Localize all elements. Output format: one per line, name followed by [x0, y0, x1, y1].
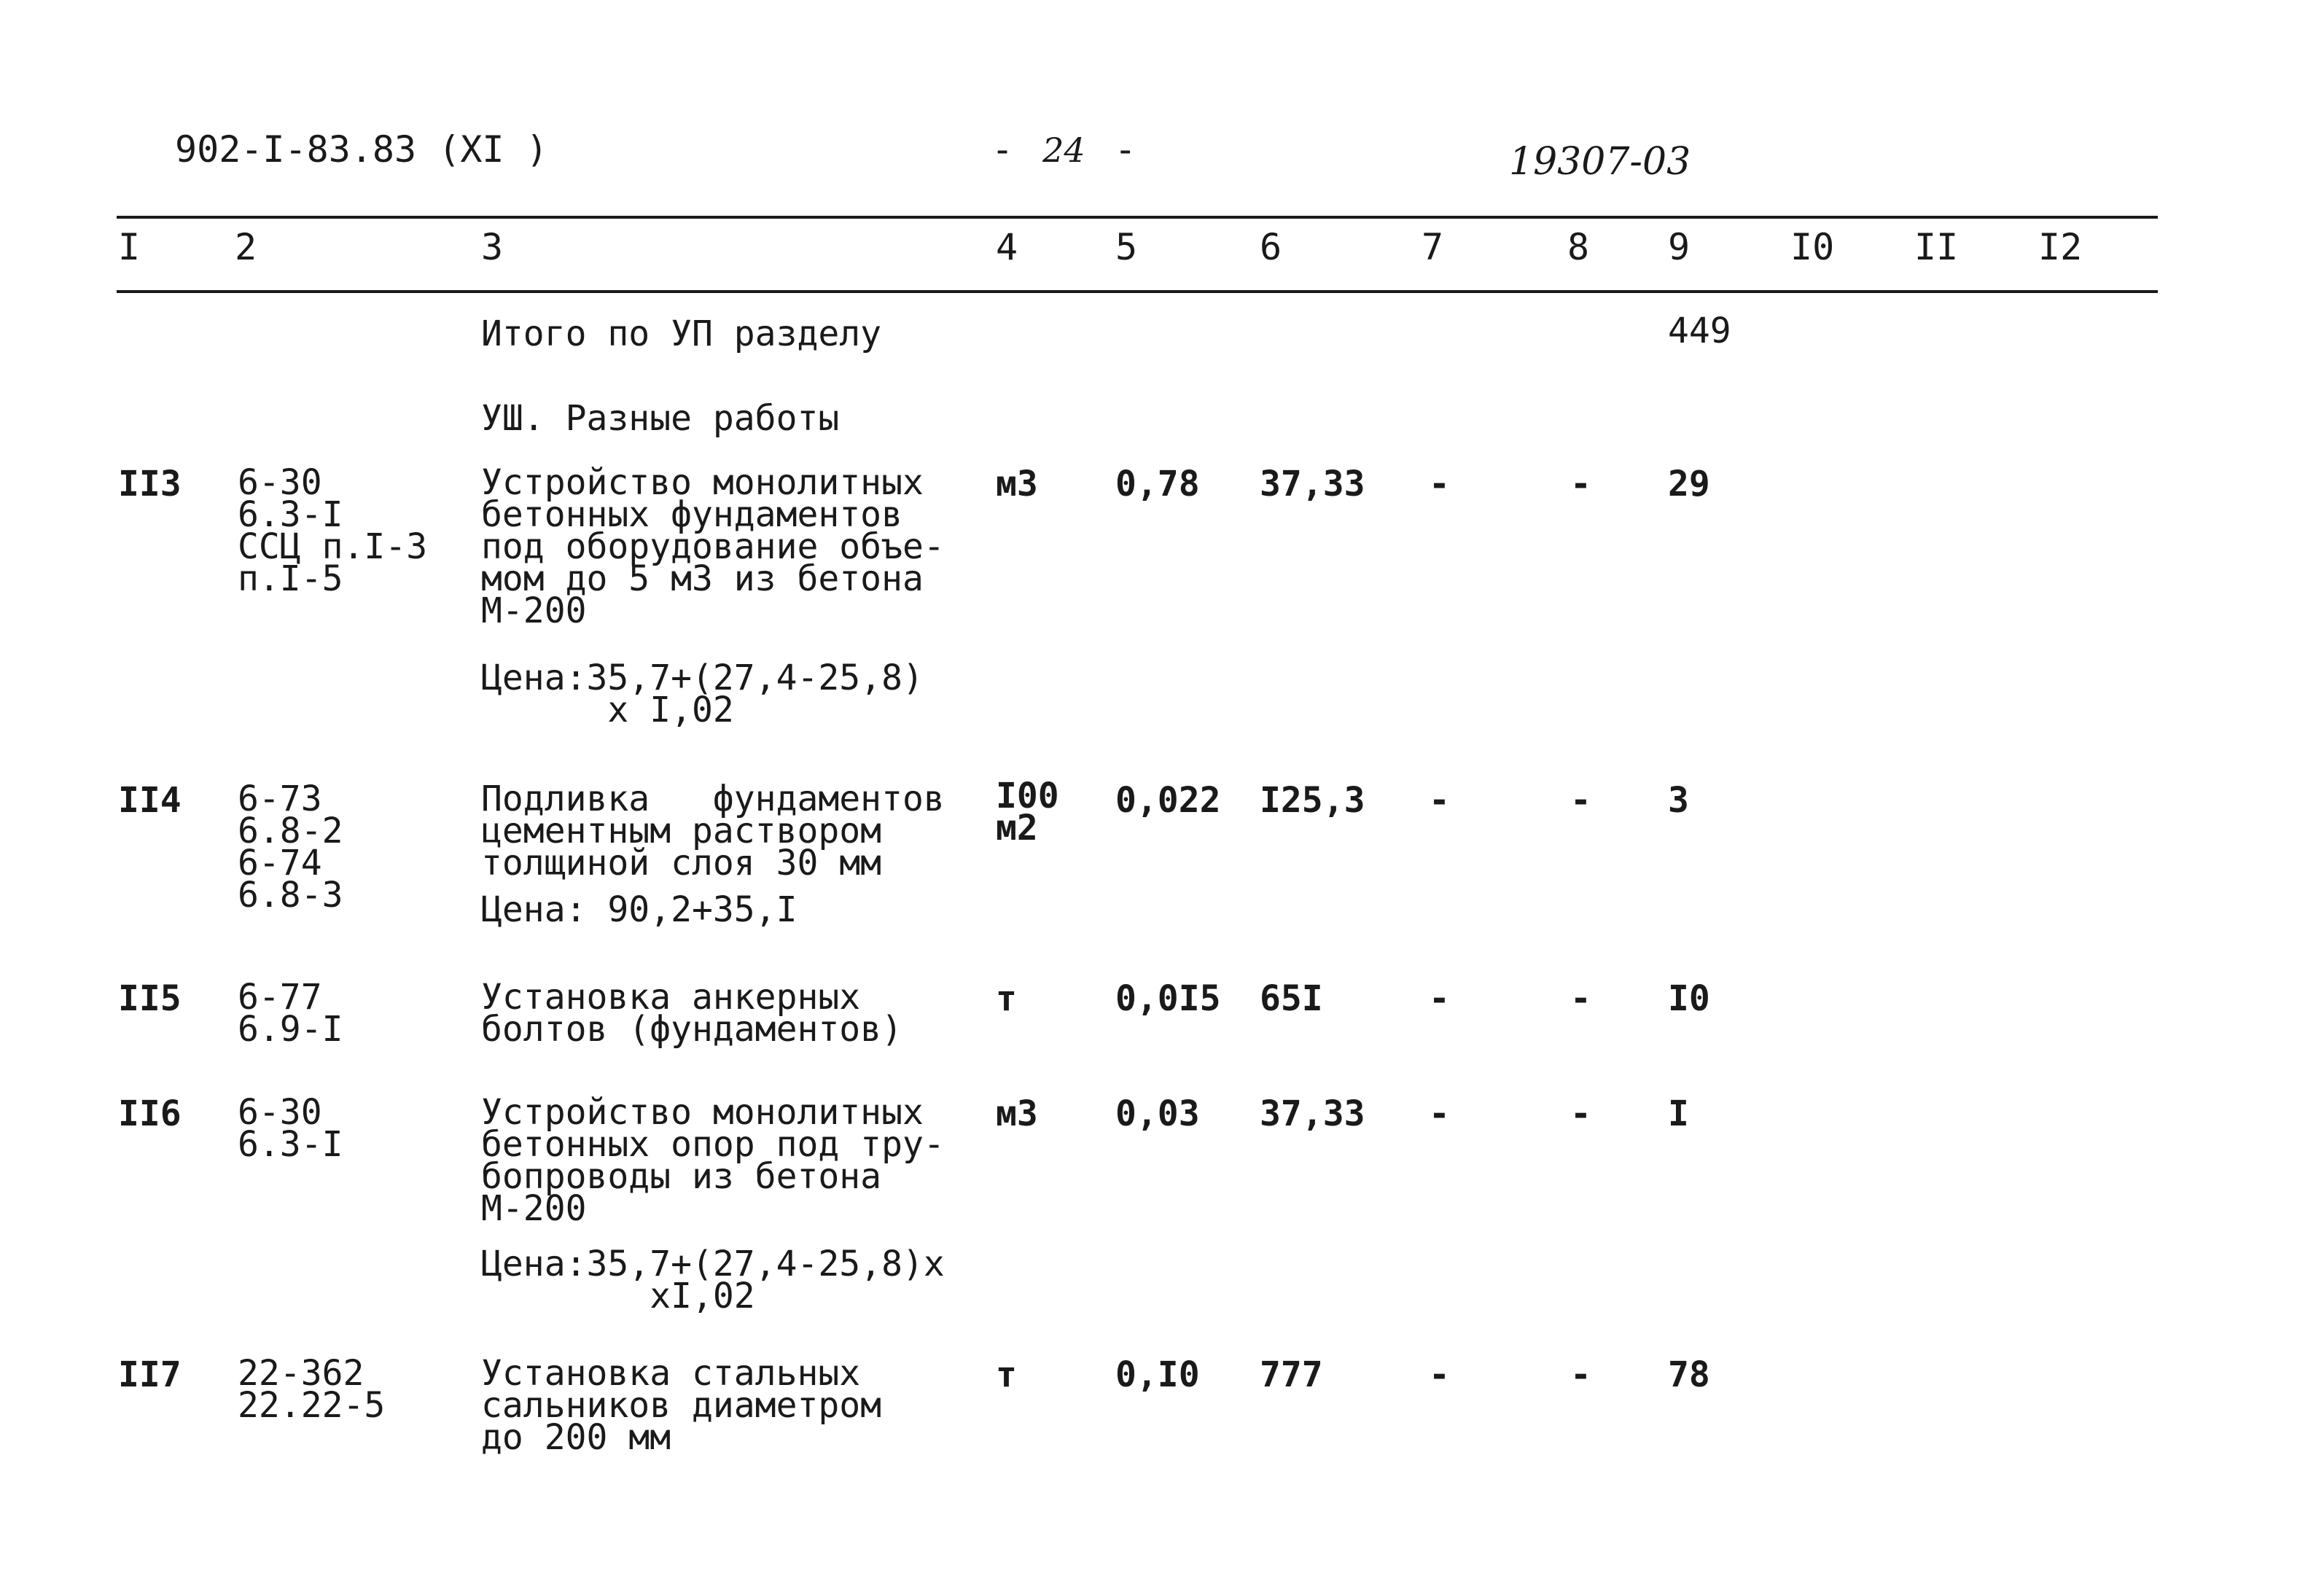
row-col7: -	[1429, 1354, 1450, 1395]
column-header-12: I2	[2038, 226, 2083, 268]
row-description: Установка стальных сальников диаметром до 200 мм	[481, 1353, 882, 1458]
section-total-value: 449	[1668, 311, 1731, 351]
row-col8: -	[1570, 780, 1591, 821]
row-total: 78	[1668, 1354, 1710, 1395]
column-header-9: 9	[1668, 226, 1691, 268]
column-header-8: 8	[1567, 226, 1590, 268]
row-price: I25,3	[1260, 780, 1365, 821]
row-col7: -	[1429, 978, 1450, 1019]
column-header-5: 5	[1115, 226, 1138, 268]
row-total: 3	[1668, 780, 1689, 821]
row-unit: I00 м2	[996, 776, 1059, 848]
row-quantity: 0,022	[1115, 780, 1221, 821]
row-description: Подливка фундаментов цементным раствором толщиной слоя 30 мм	[481, 779, 945, 883]
page-number-value: 24	[1042, 130, 1085, 170]
row-price-note: Цена: 90,2+35,I	[481, 889, 798, 930]
row-code: 6-30 6.3-I ССЦ п.I-3 п.I-5	[238, 462, 428, 599]
page-prefix: -	[991, 128, 1014, 171]
header-rule	[117, 290, 2158, 293]
row-quantity: 0,03	[1115, 1093, 1200, 1134]
row-unit: т	[996, 1354, 1017, 1395]
row-total: 29	[1668, 464, 1710, 504]
row-col7: -	[1429, 464, 1450, 504]
page-suffix: -	[1114, 128, 1136, 171]
row-quantity: 0,0I5	[1115, 978, 1221, 1019]
row-quantity: 0,I0	[1115, 1354, 1200, 1395]
row-code: 22-362 22.22-5	[238, 1353, 386, 1426]
column-header-6: 6	[1260, 226, 1282, 268]
column-header-10: I0	[1790, 226, 1835, 268]
row-price: 65I	[1260, 978, 1323, 1019]
row-unit: м3	[996, 464, 1038, 504]
column-header-1: I	[118, 226, 141, 268]
row-col7: -	[1429, 780, 1450, 821]
top-rule	[117, 216, 2158, 219]
row-number: II7	[118, 1354, 182, 1395]
row-col8: -	[1570, 1093, 1591, 1134]
row-total: I	[1668, 1093, 1689, 1134]
row-col8: -	[1570, 1354, 1591, 1395]
row-code: 6-30 6.3-I	[238, 1092, 343, 1165]
row-unit: м3	[996, 1093, 1038, 1134]
page-number	[991, 128, 1136, 171]
row-price: 37,33	[1260, 1093, 1365, 1134]
column-header-2: 2	[235, 226, 257, 268]
row-number: II4	[118, 780, 182, 821]
row-number: II3	[118, 464, 182, 504]
row-price: 777	[1260, 1354, 1323, 1395]
row-number: II5	[118, 978, 182, 1019]
row-code: 6-77 6.9-I	[238, 977, 343, 1050]
row-quantity: 0,78	[1115, 464, 1200, 504]
row-number: II6	[118, 1093, 182, 1134]
document-code: 902-I-83.83 (XI )	[175, 128, 548, 171]
registry-code: 19307-03	[1509, 140, 1691, 184]
row-description: Установка анкерных болтов (фундаментов)	[481, 977, 902, 1050]
column-header-11: II	[1914, 226, 1959, 268]
row-description: Устройство монолитных бетонных фундаментов под оборудование объе- мом до 5 м3 из бетона М-200	[481, 462, 945, 631]
row-col8: -	[1570, 464, 1591, 504]
row-total: I0	[1668, 978, 1710, 1019]
row-description: Устройство монолитных бетонных опор под тру- бопроводы из бетона М-200	[481, 1092, 945, 1229]
section-title: УШ. Разные работы	[481, 398, 840, 439]
row-price-note: Цена:35,7+(27,4-25,8) х I,02	[481, 658, 924, 730]
row-code: 6-73 6.8-2 6-74 6.8-3	[238, 779, 343, 916]
column-header-4: 4	[996, 226, 1018, 268]
row-price: 37,33	[1260, 464, 1365, 504]
column-header-3: 3	[481, 226, 504, 268]
section-total-label: Итого по УП разделу	[481, 313, 882, 354]
column-header-7: 7	[1422, 226, 1444, 268]
row-col8: -	[1570, 978, 1591, 1019]
row-price-note: Цена:35,7+(27,4-25,8)х хI,02	[481, 1244, 945, 1316]
row-unit: т	[996, 978, 1017, 1019]
row-col7: -	[1429, 1093, 1450, 1134]
